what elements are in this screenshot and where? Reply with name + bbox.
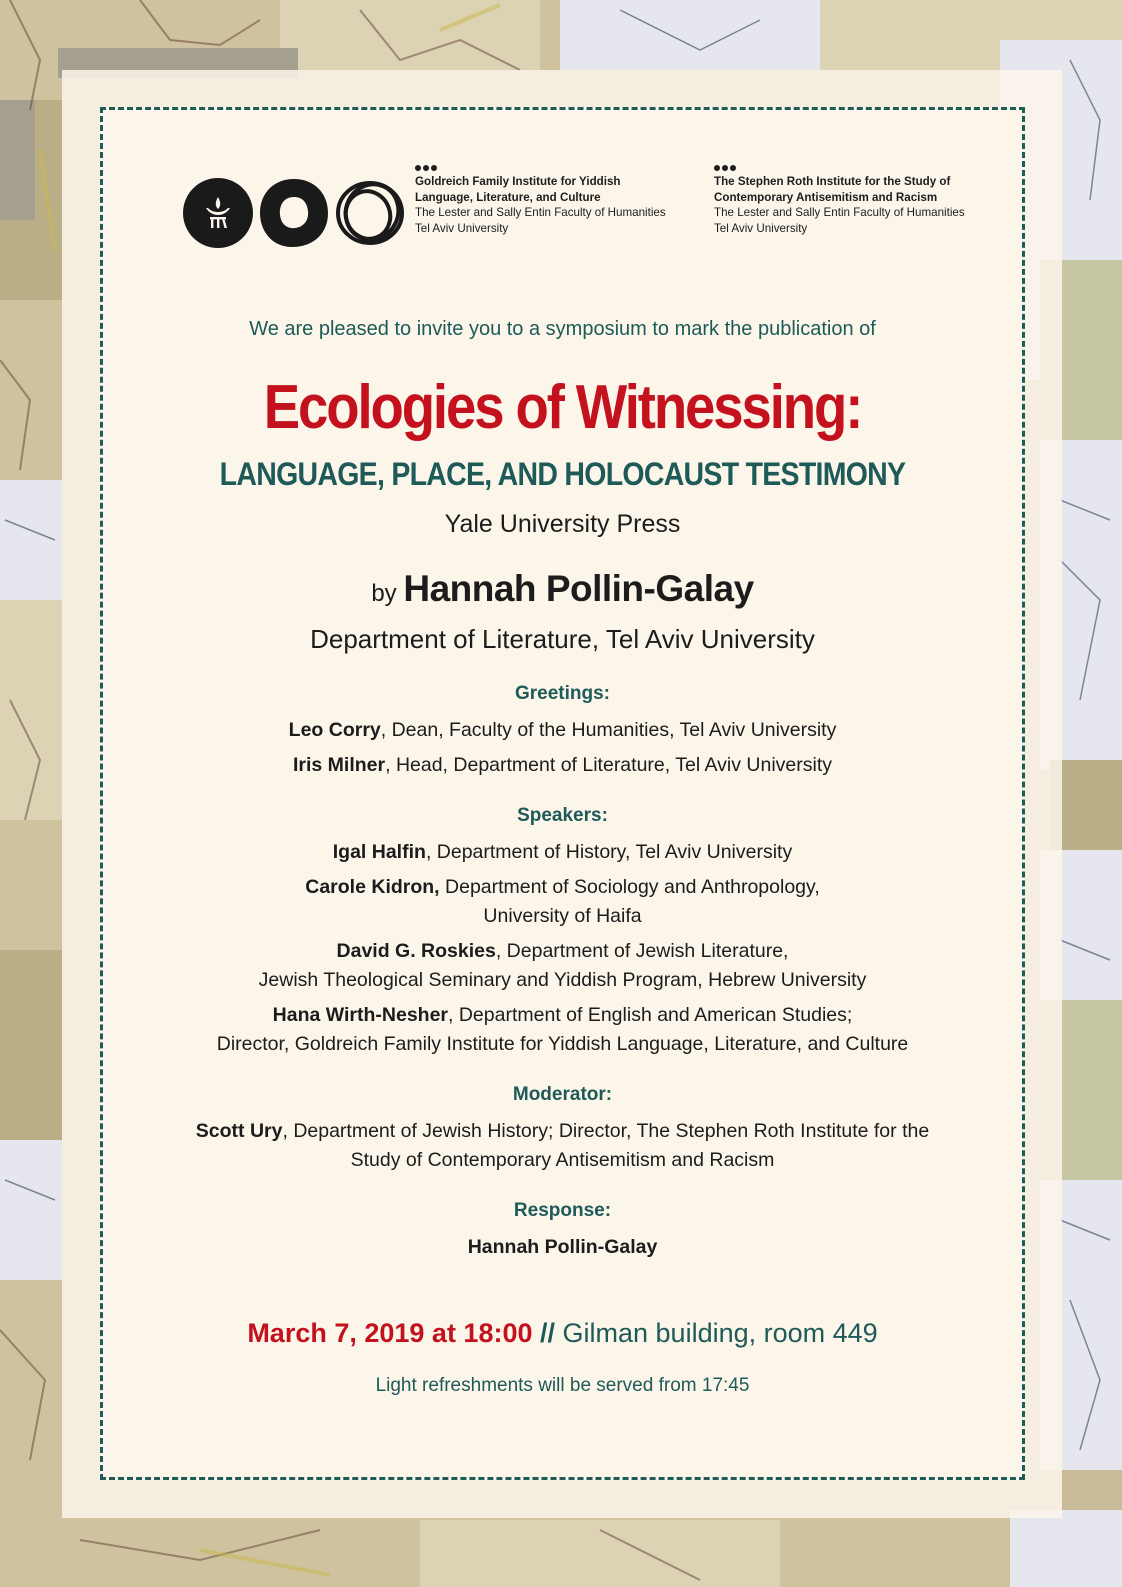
person-role: , Department of History, Tel Aviv University [425,841,793,863]
speaker [100,1001,1025,1059]
author-byline [100,568,1025,610]
book-title: Ecologies of Witnessing: [263,373,862,442]
institute-university: Tel Aviv University [714,221,808,235]
person-role-line2: Jewish Theological Seminary and Yiddish Program, Hebrew University [258,969,867,991]
speakers-heading: Speakers: [517,805,608,826]
person-name: Hana Wirth-Nesher [272,1004,449,1026]
institute-name-line2: Contemporary Antisemitism and Racism [714,190,938,204]
person-name: David G. Roskies [336,940,496,962]
separator: // [532,1318,563,1348]
roth-institute-block [714,165,965,236]
greeting-person [100,751,1025,780]
author-affiliation: Department of Literature, Tel Aviv University [310,624,815,654]
speaker [100,838,1025,867]
thick-ring-logo-icon [258,177,330,249]
goldreich-institute-block [415,165,666,236]
person-name: Hannah Pollin-Galay [467,1236,658,1258]
by-prefix: by [371,580,397,607]
person-role: , Department of Jewish History; Director, The Stephen Roth Institute for the [282,1120,930,1142]
event-date-time: March 7, 2019 at 18:00 [247,1318,533,1348]
person-role-line2: Study of Contemporary Antisemitism and Racism [350,1149,775,1171]
moderator-heading: Moderator: [512,1084,613,1105]
institute-name-line1: The Stephen Roth Institute for the Study of [714,175,951,188]
greeting-person [100,716,1025,745]
invitation-text: We are pleased to invite you to a symposium to mark the publication of [249,318,876,340]
dashed-border-frame [100,107,1025,1480]
book-subtitle: LANGUAGE, PLACE, AND HOLOCAUST TESTIMONY [219,456,906,492]
person-name: Iris Milner [292,754,386,776]
institute-name-line2: Language, Literature, and Culture [415,190,601,204]
moderator [100,1117,1025,1175]
event-location: Gilman building, room 449 [562,1318,878,1348]
speaker [100,873,1025,931]
person-name: Igal Halfin [332,841,426,863]
publisher: Yale University Press [444,510,681,538]
tel-aviv-university-emblem-icon [182,177,254,249]
person-role-line2: Director, Goldreich Family Institute for Yiddish Language, Literature, and Culture [216,1033,909,1055]
person-role: Department of Sociology and Anthropology, [439,876,820,898]
three-dots-icon [415,165,666,171]
interlocking-rings-logo-icon [334,177,406,249]
person-name: Leo Corry [288,719,381,741]
institute-faculty: The Lester and Sally Entin Faculty of Humanities [415,206,666,220]
author-name: Hannah Pollin-Galay [403,568,754,609]
person-role: , Department of English and American Studies; [448,1004,853,1026]
person-name: Scott Ury [195,1120,283,1142]
greetings-heading: Greetings: [514,683,611,704]
event-details [100,1318,1025,1349]
person-role: , Dean, Faculty of the Humanities, Tel Aviv University [380,719,837,741]
institute-university: Tel Aviv University [415,221,509,235]
person-name: Carole Kidron, [305,876,440,898]
person-role: , Head, Department of Literature, Tel Aviv University [385,754,833,776]
logo-group [182,175,406,251]
person-role-line2: University of Haifa [483,905,642,927]
respondent [100,1233,1025,1262]
three-dots-icon [714,165,965,171]
person-role: , Department of Jewish Literature, [495,940,789,962]
refreshments-note: Light refreshments will be served from 17:45 [375,1375,750,1396]
institute-faculty: The Lester and Sally Entin Faculty of Humanities [714,206,965,220]
speaker [100,937,1025,995]
institute-name-line1: Goldreich Family Institute for Yiddish [415,175,621,188]
response-heading: Response: [513,1200,612,1221]
